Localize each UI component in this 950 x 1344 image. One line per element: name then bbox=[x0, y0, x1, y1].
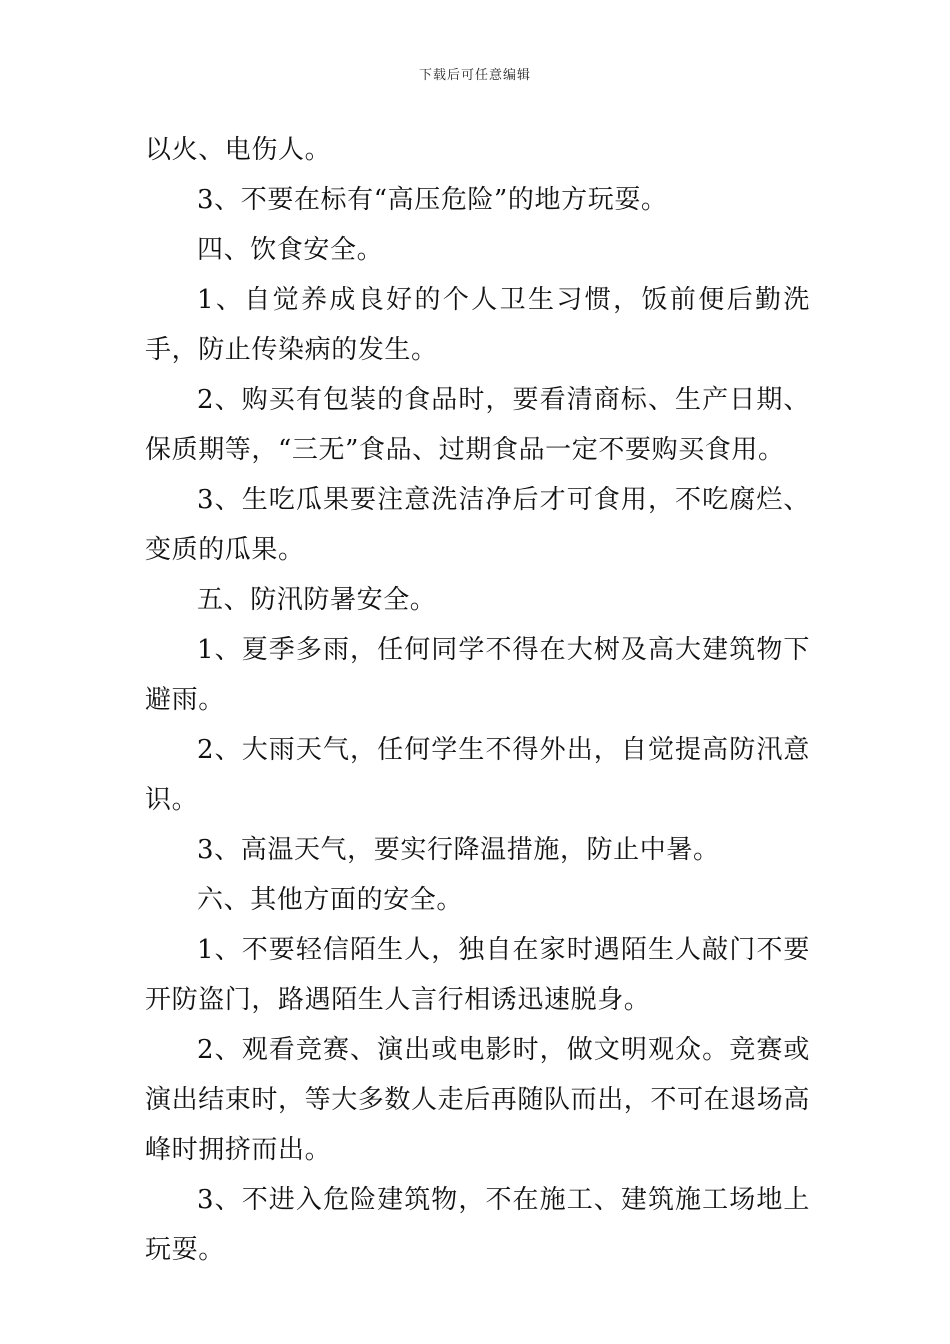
paragraph: 3、高温天气，要实行降温措施，防止中暑。 bbox=[197, 835, 720, 865]
section-heading: 四、饮食安全。 bbox=[197, 235, 384, 265]
section-heading: 六、其他方面的安全。 bbox=[197, 885, 464, 915]
document-body bbox=[145, 125, 810, 1275]
paragraph: 3、不进入危险建筑物，不在施工、建筑施工场地上玩耍。 bbox=[145, 1185, 810, 1265]
section-heading: 五、防汛防暑安全。 bbox=[197, 585, 437, 615]
paragraph: 1、自觉养成良好的个人卫生习惯，饭前便后勤洗手，防止传染病的发生。 bbox=[145, 285, 810, 365]
paragraph: 以火、电伤人。 bbox=[145, 135, 332, 165]
paragraph: 2、大雨天气，任何学生不得外出，自觉提高防汛意识。 bbox=[145, 735, 810, 815]
page-header: 下载后可任意编辑 bbox=[418, 68, 531, 83]
paragraph: 2、购买有包装的食品时，要看清商标、生产日期、保质期等，“三无”食品、过期食品一定不要购买食用。 bbox=[145, 385, 810, 465]
paragraph: 2、观看竞赛、演出或电影时，做文明观众。竞赛或演出结束时，等大多数人走后再随队而出，不可在退场高峰时拥挤而出。 bbox=[145, 1035, 811, 1165]
paragraph: 3、不要在标有“高压危险”的地方玩耍。 bbox=[197, 185, 668, 215]
paragraph: 1、夏季多雨，任何同学不得在大树及高大建筑物下避雨。 bbox=[145, 635, 810, 715]
paragraph: 1、不要轻信陌生人，独自在家时遇陌生人敲门不要开防盗门，路遇陌生人言行相诱迅速脱身。 bbox=[145, 935, 810, 1015]
paragraph: 3、生吃瓜果要注意洗洁净后才可食用，不吃腐烂、变质的瓜果。 bbox=[145, 485, 810, 565]
